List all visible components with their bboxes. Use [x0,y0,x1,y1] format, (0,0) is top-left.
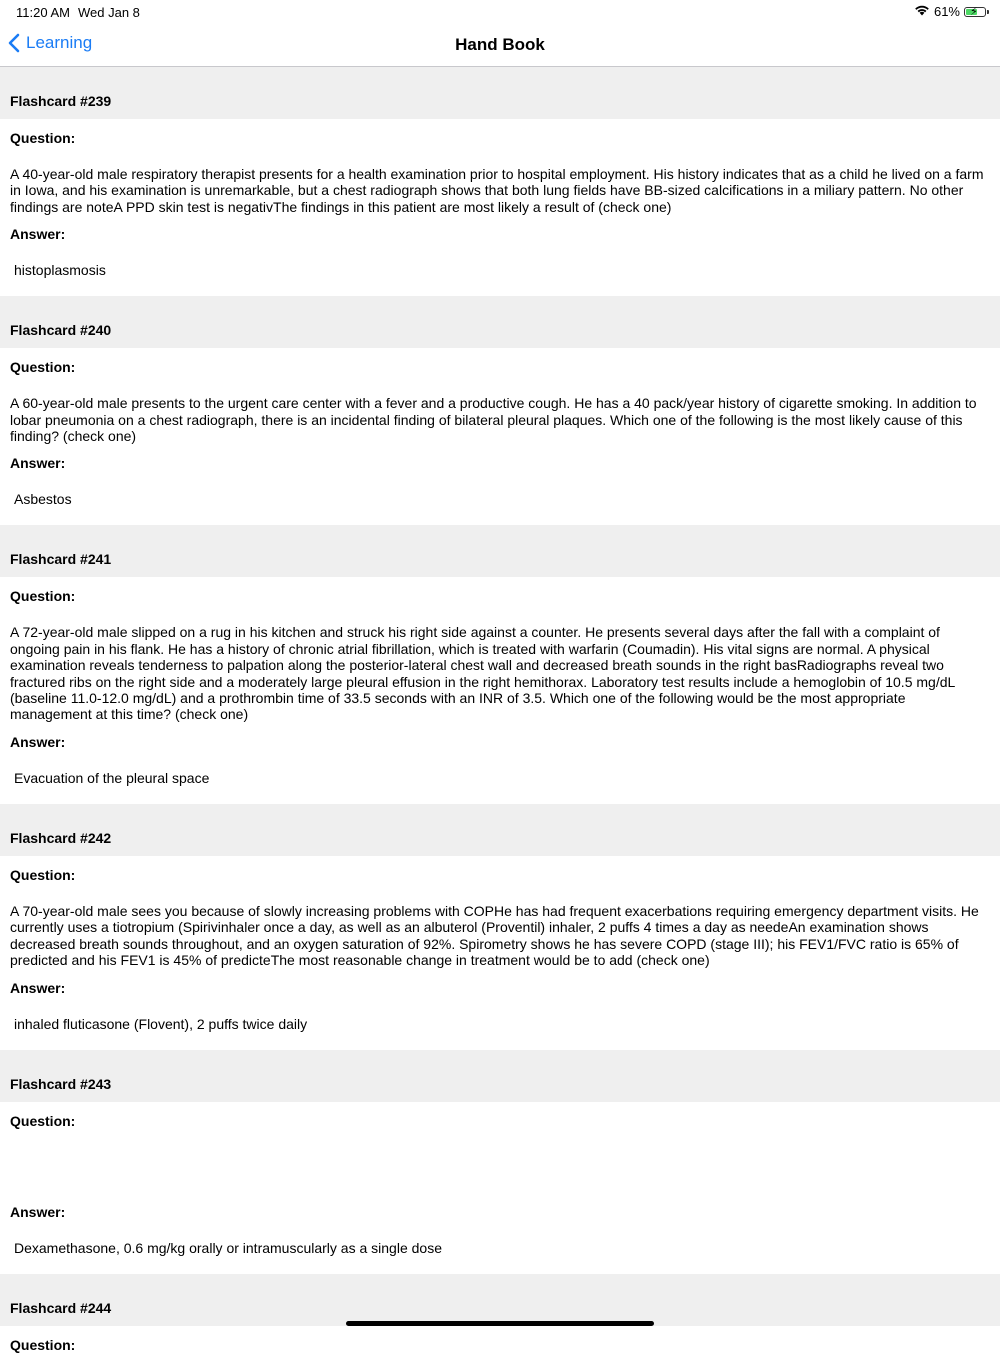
back-button-label: Learning [26,33,93,52]
question-label: Question: [10,130,76,146]
answer-label: Answer: [10,979,66,996]
battery-percent: 61% [933,4,960,19]
flashcard-title: Flashcard #242 [0,804,1000,856]
question-label: Question: [10,359,76,376]
flashcard [0,1274,1000,1362]
question-text: A 40-year-old male respiratory therapist presents for a health examination prior to hospital employment. His history indicates that as a child he lived on a farm in Iowa, and his examination is unremarkable, but a chest radiograph shows that both lung fields have BB-sized calcifications in a miliary pattern. No other findings are noteA PPD skin test is negativThe findings in this patient are most likely a result of (check one) [10,166,984,215]
question-label: Question: [10,866,76,883]
answer-text: inhaled fluticasone (Flovent), 2 puffs twice daily [14,1015,308,1032]
navigation-bar [0,24,1000,67]
answer-label: Answer: [10,733,66,750]
question-text: A 60-year-old male presents to the urgent care center with a fever and a productive cough. He has a 40 pack/year history of cigarette smoking. In addition to lobar pneumonia on a chest radiograph, there is an incidental finding of bilateral pleural plaques. Which one of the following is the most likely cause of this finding? (check one) [10,395,977,445]
answer-text: Dexamethasone, 0.6 mg/kg orally or intramuscularly as a single dose [14,1239,442,1256]
flashcard-title: Flashcard #243 [0,1050,1000,1102]
question-label: Question: [10,1112,76,1129]
status-right [914,4,986,19]
question-text: A 70-year-old male sees you because of slowly increasing problems with COPHe has had frequent exacerbations requiring emergency department visits. He currently uses a tiotropium (Spirivinhaler once a day, as well as an albuterol (Proventil) inhaler, 2 puffs 4 times a day as needeAn examination shows decreased breath sounds throughout, and an oxygen saturation of 92%. Spirometry shows he has severe COPD (stage III); his FEV1/FVC ratio is 65% of predicted and his FEV1 is 45% of predicteThe most reasonable change in treatment would be to add (check one) [10,902,979,969]
answer-label: Answer: [10,226,66,243]
flashcard [0,525,1000,803]
answer-label: Answer: [10,1203,66,1220]
question-label: Question: [10,1336,76,1353]
answer-label: Answer: [10,455,66,472]
question-text: A 72-year-old male slipped on a rug in his kitchen and struck his right side against a counter. He presents several days after the fall with a complaint of ongoing pain in his flank. He has a history of chronic atrial fibrillation, which is treated with warfarin (Coumadin). His vital signs are normal. A physical examination reveals tenderness to palpation along the posterior-lateral chest wall and decreased breath sounds in the right basRadiographs reveal two fractured ribs on the right side and a moderately large pleural effusion in the right hemithorax. Laboratory test results include a hemoglobin of 10.5 mg/dL (baseline 11.0-12.0 mg/dL) and a prothrombin time of 33.5 seconds with an INR of 3.5. Which one of the following would be the most appropriate management at this time? (check one) [10,624,955,723]
status-time: 11:20 AM [16,5,70,20]
home-indicator[interactable] [346,1321,654,1326]
answer-text: Asbestos [14,491,72,508]
question-label: Question: [10,588,76,605]
flashcard [0,1050,1000,1274]
flashcard [0,804,1000,1050]
wifi-icon [914,4,930,19]
battery-icon [964,7,986,17]
flashcard-title: Flashcard #239 [0,67,1000,119]
flashcard-title: Flashcard #240 [0,296,1000,348]
status-bar [0,0,1000,24]
question-text [0,1138,1000,1193]
page-title: Hand Book [455,35,545,54]
answer-text: Evacuation of the pleural space [14,769,210,786]
status-date: Wed Jan 8 [78,5,140,20]
charging-bolt-icon: ⚡ [970,5,978,18]
flashcard-list[interactable] [0,67,1000,1353]
flashcard-title: Flashcard #244 [0,1274,1000,1326]
flashcard [0,296,1000,525]
flashcard [0,67,1000,296]
answer-text: histoplasmosis [14,262,106,279]
flashcard-title: Flashcard #241 [0,525,1000,577]
